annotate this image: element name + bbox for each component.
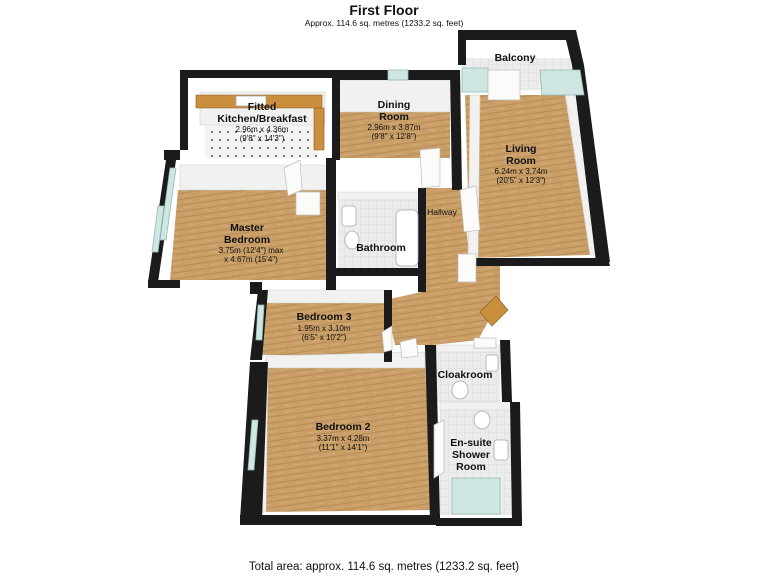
master-bedroom-dimensions-2: x 4.67m (15'4")	[224, 255, 278, 264]
ensuite-toilet	[474, 411, 490, 429]
dining-label-line1: Dining	[377, 99, 411, 111]
living-dimensions-metric: 6.24m x 3.74m	[494, 167, 548, 176]
bedroom2-label: Bedroom 2	[315, 421, 371, 433]
cloakroom-label: Cloakroom	[437, 369, 493, 381]
kitchen-dimensions-imperial: (9'8" x 14'3")	[239, 134, 285, 143]
ensuite-basin	[494, 440, 508, 460]
bedroom2-dimensions-imperial: (11'1" x 14'1")	[318, 443, 368, 452]
floor-title: First Floor	[349, 2, 419, 18]
kitchen-label-line1: Fitted	[247, 101, 277, 113]
kitchen-dimensions-metric: 2.96m x 4.36m	[235, 125, 289, 134]
ensuite-label-line1: En-suite	[450, 437, 492, 449]
ensuite-label-line2: Shower	[452, 449, 490, 461]
kitchen-label-line2: Kitchen/Breakfast	[217, 113, 307, 125]
bedroom3-label: Bedroom 3	[296, 311, 352, 323]
master-bedroom-dimensions-1: 3.75m (12'4") max	[218, 246, 284, 255]
total-area-footer: Total area: approx. 114.6 sq. metres (1233.2 sq. feet)	[248, 561, 520, 573]
cloakroom-toilet	[452, 381, 468, 399]
bath-tub	[396, 210, 418, 266]
balcony-label: Balcony	[494, 52, 536, 64]
living-label-line2: Room	[506, 155, 536, 167]
bedroom2-dimensions-metric: 3.37m x 4.28m	[316, 434, 370, 443]
shower-screen	[452, 478, 500, 514]
floor-area-subtitle: Approx. 114.6 sq. metres (1233.2 sq. feet)	[304, 18, 464, 28]
dining-dimensions-metric: 2.96m x 3.87m	[367, 123, 421, 132]
living-label-line1: Living	[505, 143, 537, 155]
master-bedroom-label-line2: Bedroom	[223, 234, 271, 246]
bedroom3-dimensions-metric: 1.95m x 3.10m	[297, 324, 351, 333]
hallway-label: Hallway	[427, 207, 457, 217]
bathroom-label: Bathroom	[356, 242, 406, 254]
dining-label-line2: Room	[379, 111, 409, 123]
living-dimensions-imperial: (20'5" x 12'3")	[496, 176, 546, 185]
bedroom3-dimensions-imperial: (6'5" x 10'2")	[301, 333, 347, 342]
ensuite-label-line3: Room	[456, 461, 486, 473]
bathroom-basin	[342, 206, 356, 226]
kitchen-counter-side	[314, 108, 324, 150]
master-bedroom-label-line1: Master	[230, 222, 264, 234]
dining-dimensions-imperial: (9'8" x 12'8")	[371, 132, 417, 141]
